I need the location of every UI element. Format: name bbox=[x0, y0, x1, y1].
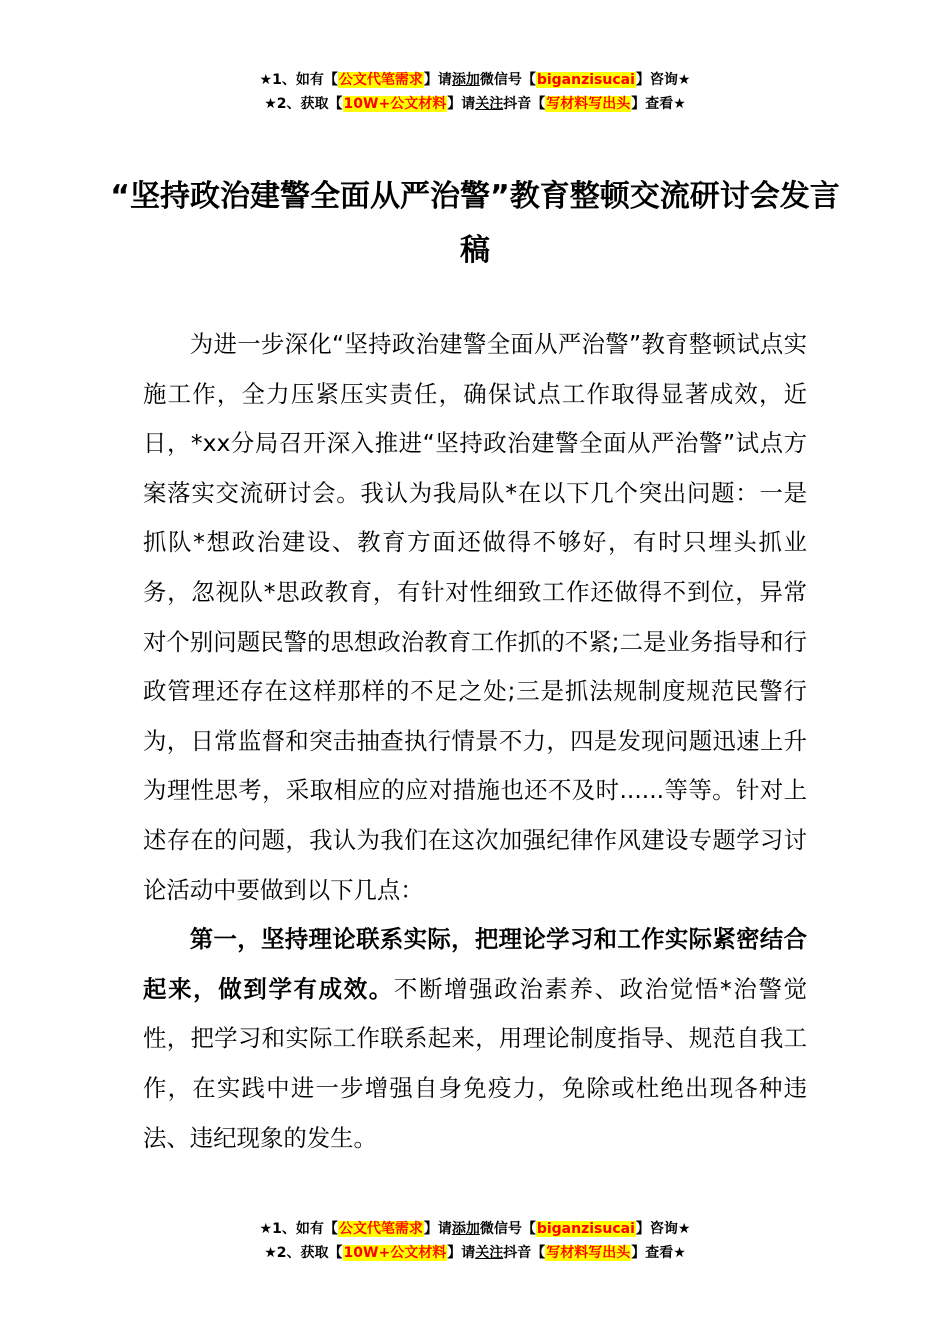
promo-text: 抖音【 bbox=[503, 96, 546, 112]
promo-emphasis: 添加 bbox=[451, 72, 480, 88]
document-title: “坚持政治建警全面从严治警”教育整顿交流研讨会发言稿 bbox=[110, 179, 840, 268]
promo-text: 微信号【 bbox=[479, 1221, 536, 1237]
promo-line-2 bbox=[0, 92, 950, 116]
promo-emphasis: 关注 bbox=[475, 96, 504, 112]
promo-text: 】查看 bbox=[631, 1245, 674, 1261]
douyin-account: 写材料写出头 bbox=[546, 1245, 631, 1261]
promo-highlight: 公文代笔需求 bbox=[338, 1221, 423, 1237]
wechat-id: biganzisucai bbox=[536, 72, 635, 88]
promo-text: 】咨询 bbox=[635, 1221, 678, 1237]
promo-text: 1、如有【 bbox=[272, 72, 338, 88]
promo-banner-top bbox=[0, 68, 950, 116]
star-icon: ★ bbox=[264, 96, 277, 112]
douyin-account: 写材料写出头 bbox=[546, 96, 631, 112]
promo-text: 】请 bbox=[447, 1245, 476, 1261]
promo-highlight: 10W+公文材料 bbox=[343, 96, 447, 112]
promo-text: 】请 bbox=[423, 72, 452, 88]
promo-text: 1、如有【 bbox=[272, 1221, 338, 1237]
promo-highlight: 公文代笔需求 bbox=[338, 72, 423, 88]
promo-highlight: 10W+公文材料 bbox=[343, 1245, 447, 1261]
promo-text: 2、获取【 bbox=[276, 96, 343, 112]
promo-text: 2、获取【 bbox=[276, 1245, 343, 1261]
promo-line-2 bbox=[0, 1241, 950, 1265]
promo-text: 微信号【 bbox=[479, 72, 536, 88]
star-icon: ★ bbox=[259, 72, 273, 88]
star-icon: ★ bbox=[673, 1245, 686, 1261]
paragraph-heading: 第一，坚持理论联系实际，把理论学习和工作实际紧密结合起来，做到学有成效。 bbox=[143, 925, 807, 1003]
promo-text: 抖音【 bbox=[503, 1245, 546, 1261]
promo-text: 】查看 bbox=[631, 96, 674, 112]
paragraph-text: 不断增强政治素养、政治觉悟*治警觉性，把学习和实际工作联系起来，用理论制度指导、规范自我工作，在实践中进一步增强自身免疫力，免除或杜绝出现各种违法、违纪现象的发生。 bbox=[143, 974, 807, 1152]
document-body bbox=[143, 320, 807, 1163]
promo-banner-bottom bbox=[0, 1217, 950, 1265]
promo-line-1 bbox=[0, 1217, 950, 1241]
star-icon: ★ bbox=[673, 96, 686, 112]
wechat-id: biganzisucai bbox=[536, 1221, 635, 1237]
promo-emphasis: 添加 bbox=[451, 1221, 480, 1237]
promo-line-1 bbox=[0, 68, 950, 92]
promo-text: 】咨询 bbox=[635, 72, 678, 88]
promo-text: 】请 bbox=[423, 1221, 452, 1237]
paragraph-intro bbox=[143, 320, 807, 915]
star-icon: ★ bbox=[259, 1221, 273, 1237]
promo-emphasis: 关注 bbox=[475, 1245, 504, 1261]
star-icon: ★ bbox=[677, 72, 691, 88]
promo-text: 】请 bbox=[447, 96, 476, 112]
paragraph-point-one bbox=[143, 915, 807, 1163]
star-icon: ★ bbox=[677, 1221, 691, 1237]
paragraph-text: 为进一步深化“坚持政治建警全面从严治警”教育整顿试点实施工作，全力压紧压实责任，确保试点工作取得显著成效，近日，*xx分局召开深入推进“坚持政治建警全面从严治警”试点方案落实交流研讨会。我认为我局队*在以下几个突出问题：一是抓队*想政治建设、教育方面还做得不够好，有时只埋头抓业务，忽视队*思政教育，有针对性细致工作还做得不到位，异常对个别问题民警的思想政治教育工作抓的不紧;二是业务指导和行政管理还存在这样那样的不足之处;三是抓法规制度规范民警行为，日常监督和突击抽查执行情景不力，四是发现问题迅速上升为理性思考，采取相应的应对措施也还不及时......等等。针对上述存在的问题，我认为我们在这次加强纪律作风建设专题学习讨论活动中要做到以下几点： bbox=[143, 330, 807, 904]
star-icon: ★ bbox=[264, 1245, 277, 1261]
